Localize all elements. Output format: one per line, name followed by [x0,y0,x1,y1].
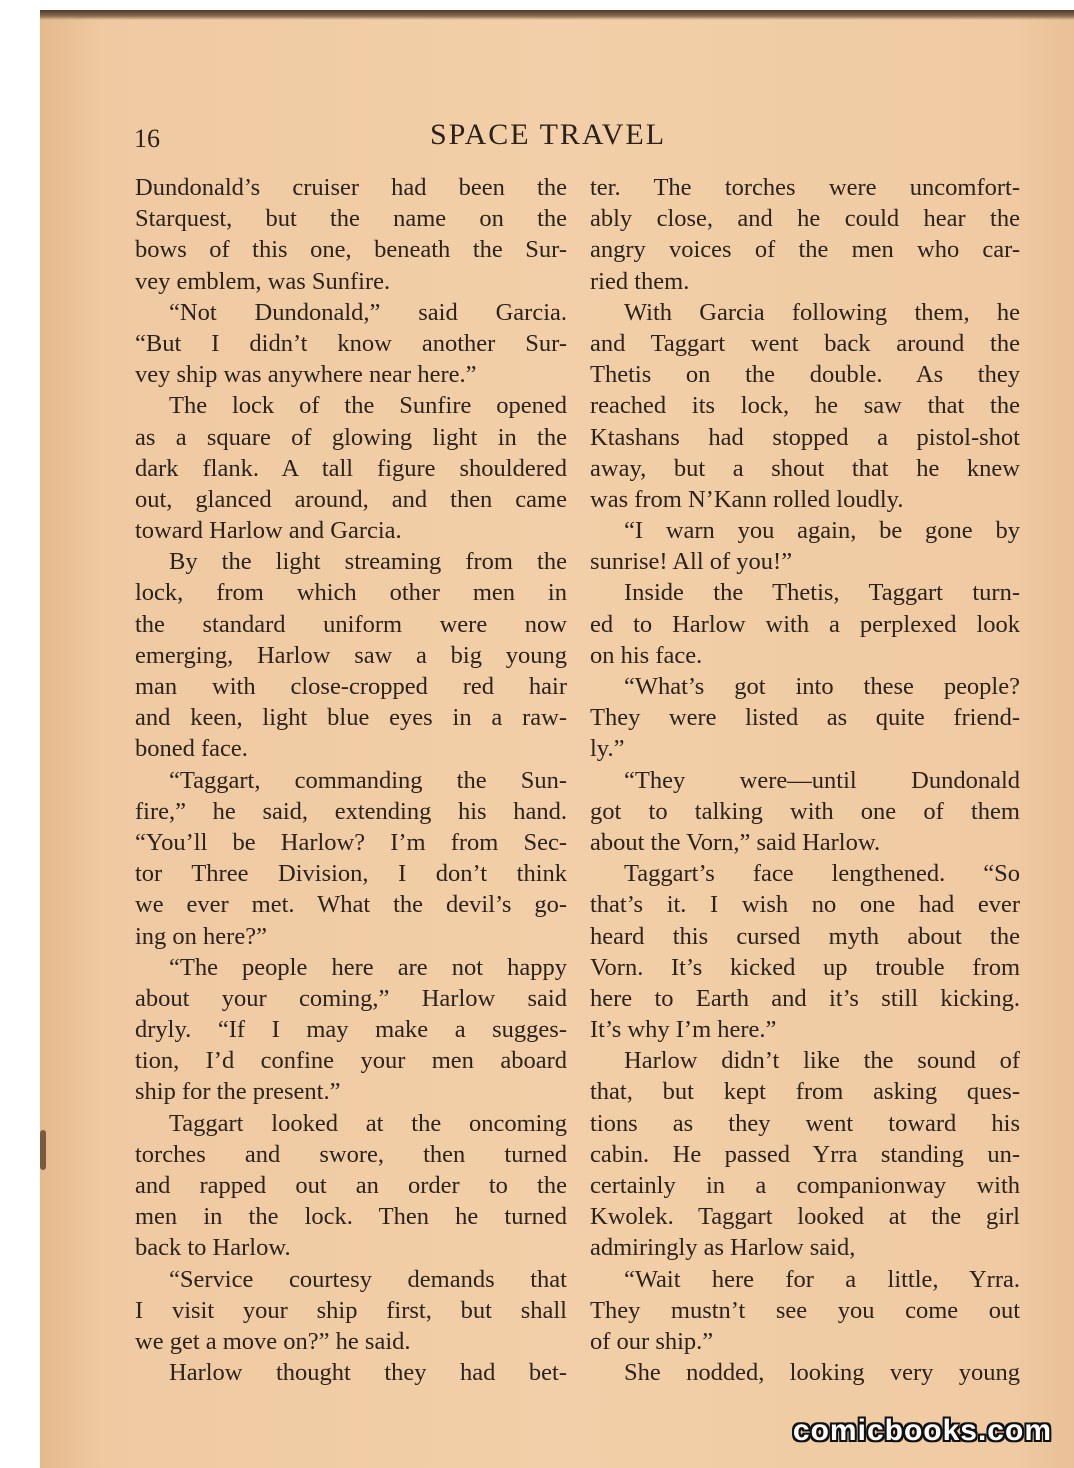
text-line: With Garcia following them, he [624,298,1020,326]
text-line: ing on here?” [135,922,267,950]
text-line: vey emblem, was Sunfire. [135,267,391,295]
text-line: emerging, Harlow saw a big young [135,641,567,669]
text-line: was from N’Kann rolled loudly. [590,485,904,513]
text-line: She nodded, looking very young [624,1359,1020,1387]
text-line: about your coming,” Harlow said [135,984,567,1012]
text-line: ly.” [590,735,625,763]
text-line: I visit your ship first, but shall [135,1296,567,1324]
text-line: dark flank. A tall figure shouldered [135,454,567,482]
text-line: dryly. “If I may make a sugges- [135,1016,567,1044]
text-line: ably close, and he could hear the [590,205,1020,233]
text-line: tions as they went toward his [590,1109,1020,1137]
text-line: It’s why I’m here.” [590,1016,777,1044]
text-line: and keen, light blue eyes in a raw- [135,704,567,732]
text-line: on his face. [590,641,703,669]
text-line: lock, from which other men in [135,579,567,607]
text-line: “But I didn’t know another Sur- [135,329,567,357]
text-line: back to Harlow. [135,1234,291,1262]
page-header [40,118,1074,158]
text-line: “What’s got into these people? [624,673,1020,700]
text-line: certainly in a companionway with [590,1172,1020,1199]
text-line: ter. The torches were uncomfort- [590,174,1020,201]
text-line: here to Earth and it’s still kicking. [590,984,1020,1012]
text-line: we ever met. What the devil’s go- [135,891,567,919]
text-line: toward Harlow and Garcia. [135,517,402,545]
text-line: Taggart looked at the oncoming [169,1109,567,1137]
text-line: They mustn’t see you come out [590,1296,1020,1324]
text-line: tion, I’d confine your men aboard [135,1047,567,1075]
text-line: and rapped out an order to the [135,1172,567,1199]
text-line: men in the lock. Then he turned [135,1203,567,1231]
text-line: of our ship.” [590,1327,714,1355]
binding-mark [40,1130,46,1170]
text-line: reached its lock, he saw that the [590,392,1020,420]
text-line: angry voices of the men who car- [590,236,1020,264]
watermark-logo: comicbooks.com [792,1414,1052,1447]
text-line: Harlow thought they had bet- [169,1359,567,1387]
text-line: They were listed as quite friend- [590,704,1020,732]
text-column-right [590,172,1020,1388]
text-line: that, but kept from asking ques- [590,1078,1020,1106]
text-line: as a square of glowing light in the [135,423,567,451]
text-line: Ktashans had stopped a pistol-shot [590,423,1020,451]
book-page [40,10,1074,1468]
text-line: Vorn. It’s kicked up trouble from [590,953,1020,981]
text-line: Thetis on the double. As they [590,361,1020,389]
text-line: about the Vorn,” said Harlow. [590,828,881,856]
text-line: sunrise! All of you!” [590,548,793,576]
text-line: out, glanced around, and then came [135,485,567,513]
text-column-left [135,172,567,1388]
text-line: ship for the present.” [135,1078,341,1106]
text-line: that’s it. I wish no one had ever [590,891,1020,919]
text-line: ed to Harlow with a perplexed look [590,610,1020,638]
text-line: boned face. [135,735,248,763]
page-number: 16 [134,124,160,153]
text-line: “Service courtesy demands that [169,1265,567,1293]
text-line: ried them. [590,267,690,295]
text-line: and Taggart went back around the [590,329,1020,357]
text-line: bows of this one, beneath the Sur- [135,236,567,264]
text-line: The lock of the Sunfire opened [169,392,567,420]
text-line: we get a move on?” he said. [135,1327,411,1355]
text-line: “Wait here for a little, Yrra. [624,1265,1020,1293]
text-line: “You’ll be Harlow? I’m from Sec- [135,828,567,856]
text-line: Dundonald’s cruiser had been the [135,174,567,201]
text-line: heard this cursed myth about the [590,922,1020,950]
text-line: man with close-cropped red hair [135,673,567,700]
text-line: By the light streaming from the [169,548,567,576]
text-line: fire,” he said, extending his hand. [135,797,567,825]
text-line: vey ship was anywhere near here.” [135,361,477,389]
text-line: tor Three Division, I don’t think [135,860,567,888]
text-line: “Not Dundonald,” said Garcia. [169,298,567,326]
text-line: away, but a shout that he knew [590,454,1020,482]
text-line: Taggart’s face lengthened. “So [624,860,1020,888]
text-line: Inside the Thetis, Taggart turn- [624,579,1020,607]
running-head: SPACE TRAVEL [430,118,667,151]
text-line: the standard uniform were now [135,610,567,638]
text-line: torches and swore, then turned [135,1140,567,1168]
text-line: Kwolek. Taggart looked at the girl [590,1203,1020,1231]
text-line: Harlow didn’t like the sound of [624,1047,1020,1075]
text-line: “The people here are not happy [169,953,567,981]
text-line: got to talking with one of them [590,797,1020,825]
text-line: Starquest, but the name on the [135,205,567,233]
text-line: “I warn you again, be gone by [624,517,1020,545]
text-line: “Taggart, commanding the Sun- [169,766,567,794]
text-line: cabin. He passed Yrra standing un- [590,1140,1020,1168]
page-top-edge [40,10,1074,20]
text-line: admiringly as Harlow said, [590,1234,856,1262]
text-line: “They were—until Dundonald [624,766,1020,794]
